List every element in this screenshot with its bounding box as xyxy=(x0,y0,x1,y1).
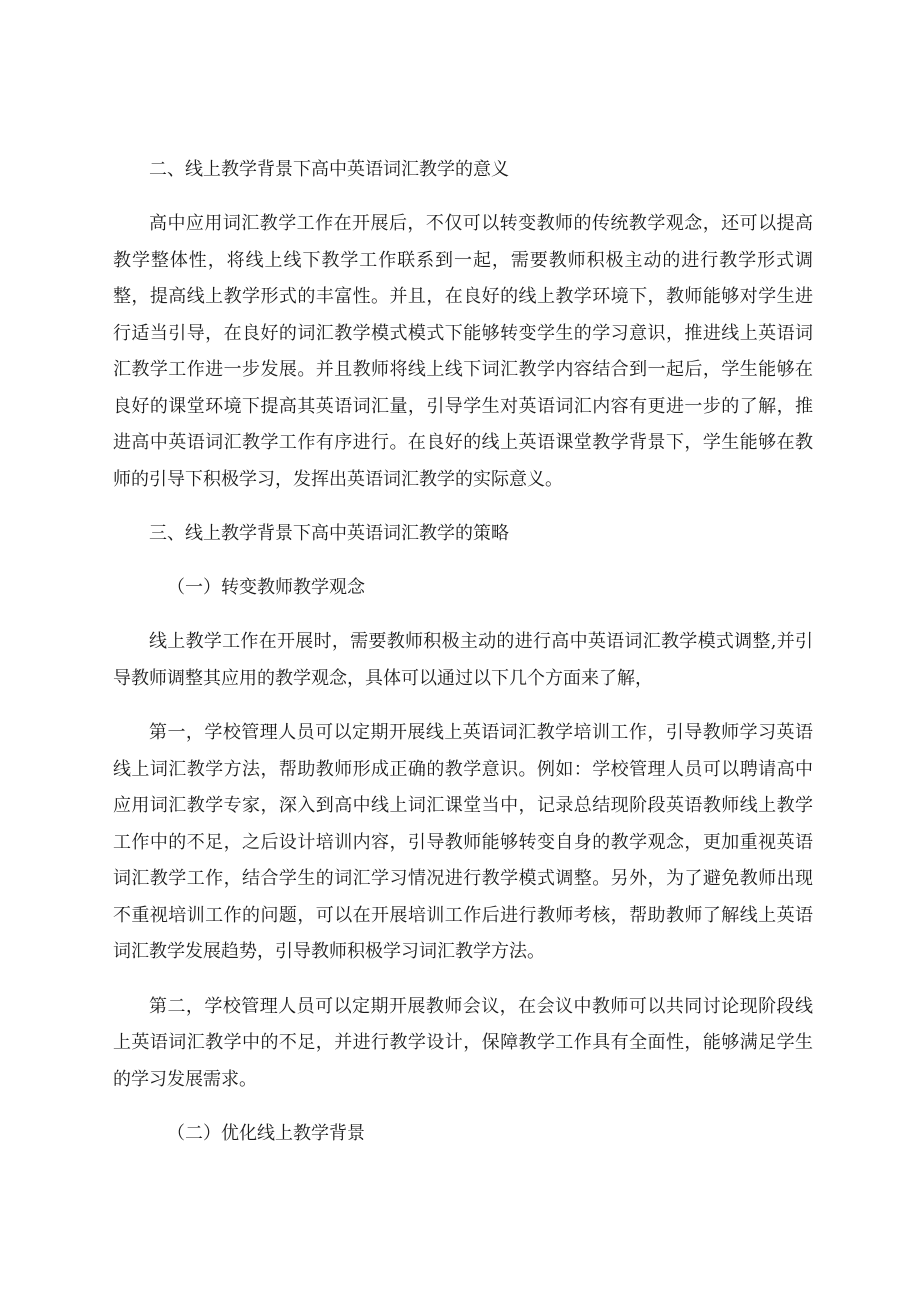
subsection-heading-2: （二）优化线上教学背景 xyxy=(167,1123,365,1144)
document-body xyxy=(113,152,813,1152)
subsection-heading-1: （一）转变教师教学观念 xyxy=(167,577,365,598)
subsection-1-intro-paragraph: 线上教学工作在开展时，需要教师积极主动的进行高中英语词汇教学模式调整,并引导教师调整其应用的教学观念，具体可以通过以下几个方面来了解， xyxy=(113,631,813,689)
section-2-paragraph: 高中应用词汇教学工作在开展后，不仅可以转变教师的传统教学观念，还可以提高教学整体性，将线上线下教学工作联系到一起，需要教师积极主动的进行教学形式调整，提高线上教学形式的丰富性。并且，在良好的线上教学环境下，教师能够对学生进行适当引导，在良好的词汇教学模式模式下能够转变学生的学习意识，推进线上英语词汇教学工作进一步发展。并且教师将线上线下词汇教学内容结合到一起后，学生能够在良好的课堂环境下提高其英语词汇量，引导学生对英语词汇内容有更进一步的了解，推进高中英语词汇教学工作有序进行。在良好的线上英语课堂教学背景下，学生能够在教师的引导下积极学习，发挥出英语词汇教学的实际意义。 xyxy=(113,213,813,490)
section-heading-3: 三、线上教学背景下高中英语词汇教学的策略 xyxy=(149,523,509,544)
section-heading-2: 二、线上教学背景下高中英语词汇教学的意义 xyxy=(149,159,509,180)
subsection-1-point-1-paragraph: 第一，学校管理人员可以定期开展线上英语词汇教学培训工作，引导教师学习英语线上词汇教学方法，帮助教师形成正确的教学意识。例如：学校管理人员可以聘请高中应用词汇教学专家，深入到高中线上词汇课堂当中，记录总结现阶段英语教师线上教学工作中的不足，之后设计培训内容，引导教师能够转变自身的教学观念，更加重视英语词汇教学工作，结合学生的词汇学习情况进行教学模式调整。另外，为了避免教师出现不重视培训工作的问题，可以在开展培训工作后进行教师考核，帮助教师了解线上英语词汇教学发展趋势，引导教师积极学习词汇教学方法。 xyxy=(113,722,813,962)
subsection-1-point-2-paragraph: 第二，学校管理人员可以定期开展教师会议，在会议中教师可以共同讨论现阶段线上英语词汇教学中的不足，并进行教学设计，保障教学工作具有全面性，能够满足学生的学习发展需求。 xyxy=(113,995,813,1090)
